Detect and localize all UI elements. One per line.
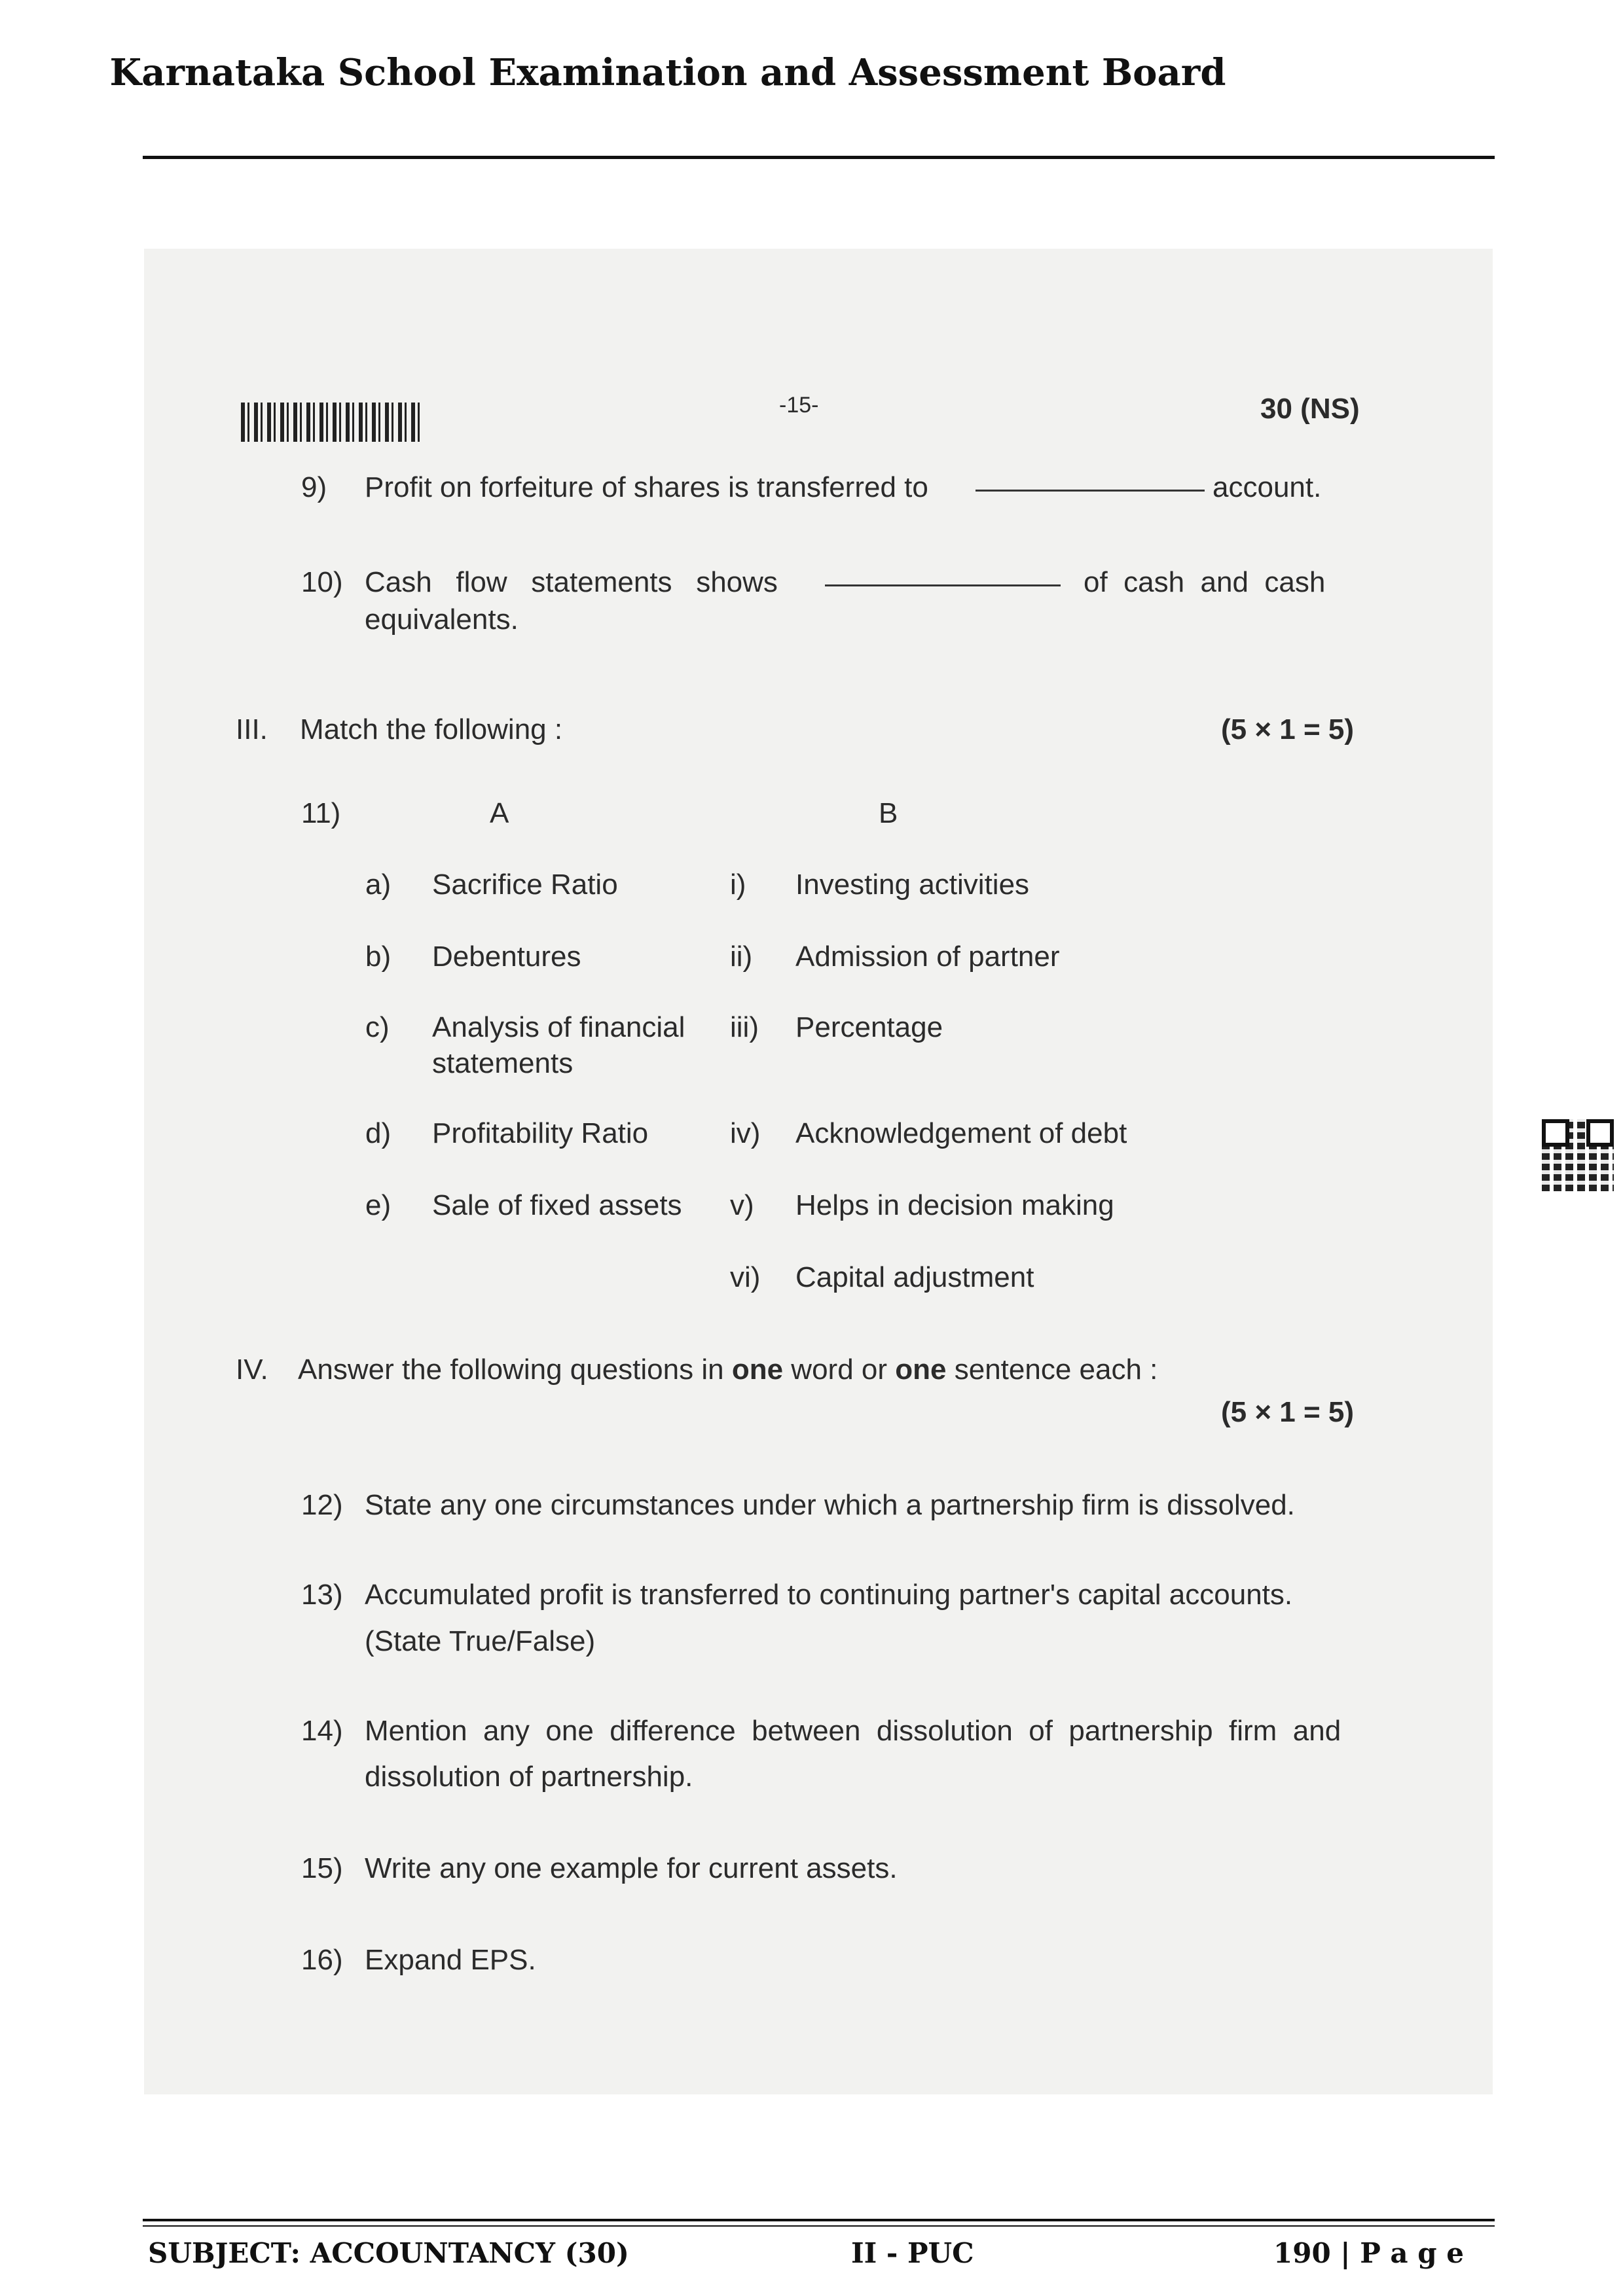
match-right-label: v) [730, 1189, 754, 1221]
match-left-item-cont: statements [432, 1047, 574, 1079]
page-title: Karnataka School Examination and Assessment Board [109, 51, 1226, 94]
q15-number: 15) [301, 1852, 343, 1884]
q9-text-end: account. [1213, 471, 1322, 503]
footer-class: II - PUC [851, 2237, 974, 2269]
q10-text: Cash flow statements shows [365, 566, 778, 598]
match-right-label: iv) [730, 1117, 761, 1149]
q12-number: 12) [301, 1489, 343, 1521]
q9-text: Profit on forfeiture of shares is transferred to [365, 471, 928, 503]
match-left-label: c) [365, 1011, 390, 1043]
section-4-roman: IV. [236, 1354, 268, 1386]
match-left-item: Sacrifice Ratio [432, 869, 618, 901]
section-4-title [298, 1354, 1158, 1386]
match-right-label: vi) [730, 1261, 761, 1293]
q13-number: 13) [301, 1579, 343, 1611]
page-marker: -15- [779, 393, 819, 418]
match-right-label: ii) [730, 941, 753, 973]
section-4-title-b: word or [791, 1354, 888, 1386]
header-divider [143, 156, 1495, 159]
footer-divider-thin [143, 2225, 1495, 2227]
scanned-question-page [144, 249, 1493, 2094]
match-left-label: e) [365, 1189, 392, 1221]
match-right-label: i) [730, 869, 746, 901]
match-left-item: Profitability Ratio [432, 1117, 649, 1149]
q11-number: 11) [301, 797, 341, 829]
match-left-item: Debentures [432, 941, 581, 973]
q14-text: Mention any one difference between dissolution of partnership firm and [365, 1715, 1341, 1747]
q9-blank [976, 490, 1205, 492]
q10-text-end: of cash and cash [1084, 566, 1326, 598]
match-left-label: a) [365, 869, 392, 901]
section-3-title: Match the following : [300, 713, 563, 745]
match-left-item: Analysis of financial [432, 1011, 685, 1043]
match-right-item: Investing activities [795, 869, 1030, 901]
section-4-emphasis-one: one [731, 1354, 784, 1386]
match-right-item: Percentage [795, 1011, 943, 1043]
section-4-emphasis-one: one [895, 1354, 947, 1386]
match-right-item: Capital adjustment [795, 1261, 1034, 1293]
q12-text: State any one circumstances under which a partnership firm is dissolved. [365, 1489, 1295, 1521]
q11-column-b-heading: B [879, 797, 898, 829]
q13-text: Accumulated profit is transferred to continuing partner's capital accounts. [365, 1579, 1293, 1611]
q15-text: Write any one example for current assets. [365, 1852, 898, 1884]
match-left-label: d) [365, 1117, 392, 1149]
match-right-item: Acknowledgement of debt [795, 1117, 1127, 1149]
footer-subject: SUBJECT: ACCOUNTANCY (30) [148, 2237, 629, 2269]
section-4-marks: (5 × 1 = 5) [1221, 1396, 1355, 1428]
q13-text-cont: (State True/False) [365, 1625, 596, 1657]
match-right-item: Helps in decision making [795, 1189, 1114, 1221]
barcode-image [241, 403, 424, 442]
q9-number: 9) [301, 471, 327, 503]
section-4-title-c: sentence each : [954, 1354, 1158, 1386]
q14-text-cont: dissolution of partnership. [365, 1761, 693, 1793]
q16-text: Expand EPS. [365, 1944, 536, 1976]
footer-divider [143, 2219, 1495, 2221]
q10-text-cont: equivalents. [365, 603, 519, 636]
qr-code-image [1542, 1119, 1614, 1191]
match-right-item: Admission of partner [795, 941, 1060, 973]
q11-column-a-heading: A [490, 797, 509, 829]
q14-number: 14) [301, 1715, 343, 1747]
q10-number: 10) [301, 566, 343, 598]
section-3-marks: (5 × 1 = 5) [1221, 713, 1355, 745]
paper-code: 30 (NS) [1260, 393, 1360, 425]
match-right-label: iii) [730, 1011, 759, 1043]
q10-blank [825, 584, 1061, 586]
footer-page-number: 190 | P a g e [1273, 2237, 1464, 2269]
match-left-label: b) [365, 941, 392, 973]
match-left-item: Sale of fixed assets [432, 1189, 682, 1221]
q16-number: 16) [301, 1944, 343, 1976]
section-4-title-a: Answer the following questions in [298, 1354, 724, 1386]
section-3-roman: III. [236, 713, 268, 745]
